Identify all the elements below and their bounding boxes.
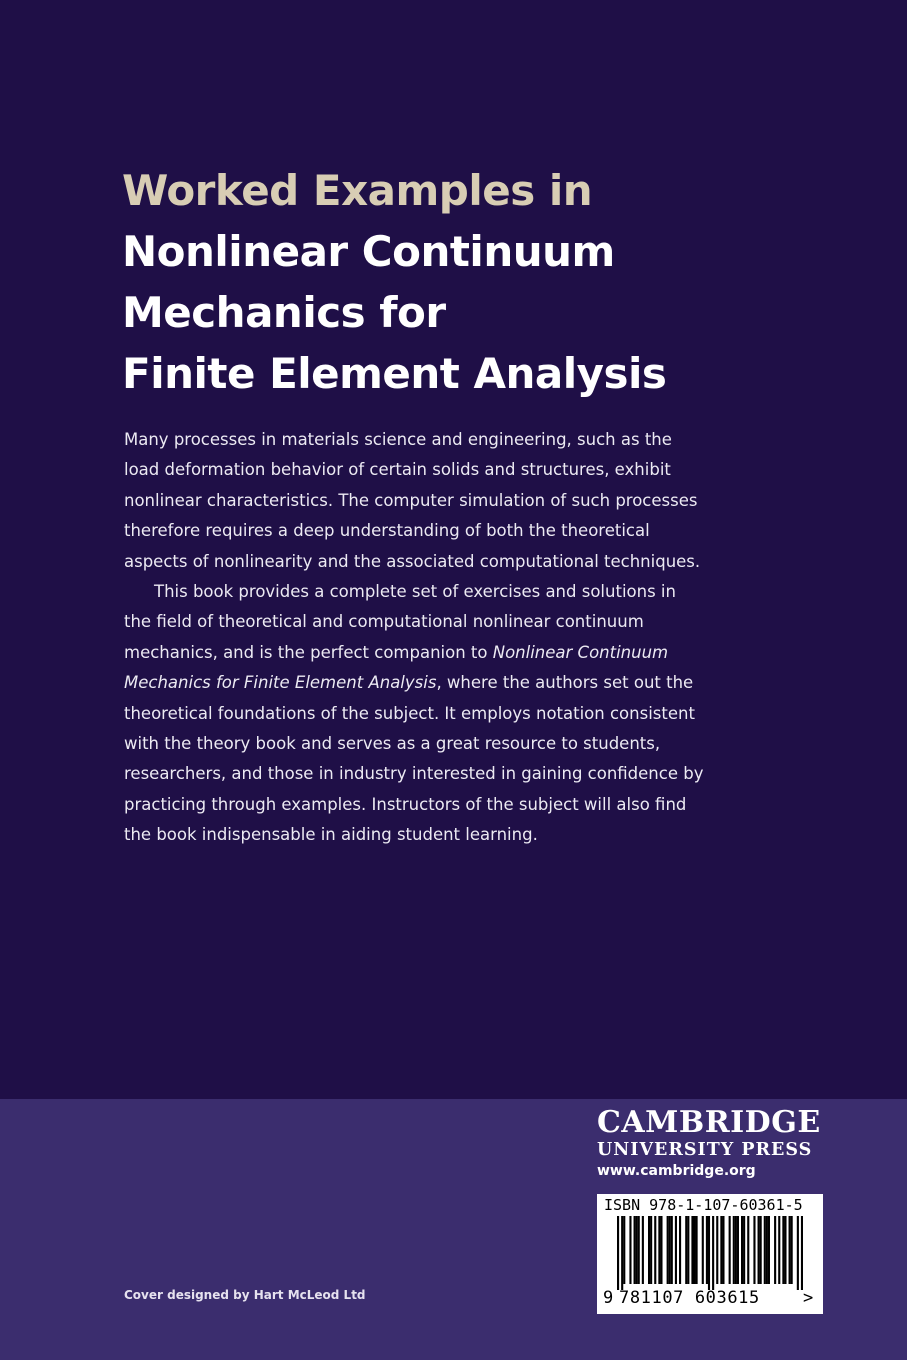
barcode-bar	[760, 1216, 762, 1284]
title-line-3: Mechanics for	[122, 288, 446, 337]
barcode-bar	[766, 1216, 768, 1284]
publisher-logo	[597, 1106, 825, 1182]
title-line-1: Worked Examples in	[122, 166, 593, 215]
title-line-4: Finite Element Analysis	[122, 349, 667, 398]
barcode-bar	[658, 1216, 660, 1284]
barcode-bar	[679, 1216, 681, 1284]
barcode-bar	[687, 1216, 689, 1284]
barcode-digits: 781107 603615	[619, 1288, 760, 1308]
barcode-bar	[747, 1216, 749, 1284]
barcode-bar	[706, 1216, 708, 1284]
barcode-bar	[720, 1216, 722, 1284]
barcode-bar	[729, 1216, 731, 1284]
barcode-bar	[735, 1216, 737, 1284]
barcode-bar	[675, 1216, 677, 1284]
barcode-bar	[716, 1216, 718, 1284]
barcode-bar	[764, 1216, 766, 1284]
barcode-bar	[797, 1216, 799, 1290]
barcode-bar	[636, 1216, 638, 1284]
barcode-bar	[737, 1216, 739, 1284]
barcode-bar	[782, 1216, 784, 1284]
barcode-bar	[791, 1216, 793, 1284]
barcode-bar	[667, 1216, 669, 1284]
barcode-bar	[648, 1216, 650, 1284]
publisher-name: CAMBRIDGE	[597, 1105, 821, 1140]
barcode-bar	[671, 1216, 673, 1284]
barcode-bar	[650, 1216, 652, 1284]
cover-credit: Cover designed by Hart McLeod Ltd	[124, 1288, 366, 1302]
isbn-label: ISBN 978-1-107-60361-5	[604, 1196, 803, 1214]
barcode-bar	[669, 1216, 671, 1284]
barcode-bar	[642, 1216, 644, 1284]
barcode-bar	[638, 1216, 640, 1284]
barcode-bar	[660, 1216, 662, 1284]
barcode-bar	[693, 1216, 695, 1284]
barcode-bar	[696, 1216, 698, 1284]
barcode-bar	[774, 1216, 776, 1284]
barcode-bar	[768, 1216, 770, 1284]
isbn-barcode	[597, 1194, 823, 1314]
barcode-first-digit: 9	[603, 1288, 614, 1308]
barcode-bar	[789, 1216, 791, 1284]
barcode-bar	[621, 1216, 623, 1290]
barcode-bar	[758, 1216, 760, 1284]
description-paragraph-2	[124, 577, 704, 851]
paragraph-2-end: , where the authors set out the theoretical foundations of the subject. It employs notation consistent with the theory book and serves as a great resource to students, researchers, and those in industry interested in gaining confidence by practicing through examples. Instructors of the subject will also find the book indispensable in aiding student learning.	[124, 673, 704, 845]
barcode-bar	[741, 1216, 743, 1284]
barcode-bar	[623, 1216, 625, 1284]
barcode-bar	[634, 1216, 636, 1284]
publisher-url: www.cambridge.org	[597, 1163, 756, 1179]
barcode-bar	[801, 1216, 803, 1290]
paragraph-2-start: This book provides a complete set of exercises and solutions in the field of theoretical and computational nonlinear continuum mechanics, and is the perfect companion to	[124, 582, 676, 662]
barcode-bar	[708, 1216, 710, 1290]
barcode-bars	[617, 1216, 803, 1290]
barcode-bar	[778, 1216, 780, 1284]
book-description	[124, 425, 704, 851]
companion-book-title: Nonlinear Continuum Mechanics for Finite Element Analysis	[124, 642, 669, 693]
barcode-bar	[617, 1216, 619, 1290]
barcode-bar	[733, 1216, 735, 1284]
publisher-subtitle: UNIVERSITY PRESS	[597, 1140, 813, 1160]
barcode-bar	[691, 1216, 693, 1284]
barcode-arrow: >	[803, 1288, 814, 1308]
barcode-bar	[753, 1216, 755, 1284]
barcode-bar	[685, 1216, 687, 1284]
barcode-bar	[712, 1216, 714, 1290]
barcode-bar	[629, 1216, 631, 1284]
barcode-bar	[784, 1216, 786, 1284]
title-line-2: Nonlinear Continuum	[122, 227, 615, 276]
book-title	[122, 160, 666, 404]
barcode-bar	[654, 1216, 656, 1284]
barcode-bar	[743, 1216, 745, 1284]
description-paragraph-1: Many processes in materials science and engineering, such as the load deformation behavior of certain solids and structures, exhibit nonlinear characteristics. The computer simulation of such processes therefore requires a deep understanding of both the theoretical aspects of nonlinearity and the associated computational techniques.	[124, 430, 701, 571]
barcode-bar	[722, 1216, 724, 1284]
barcode-bar	[702, 1216, 704, 1284]
